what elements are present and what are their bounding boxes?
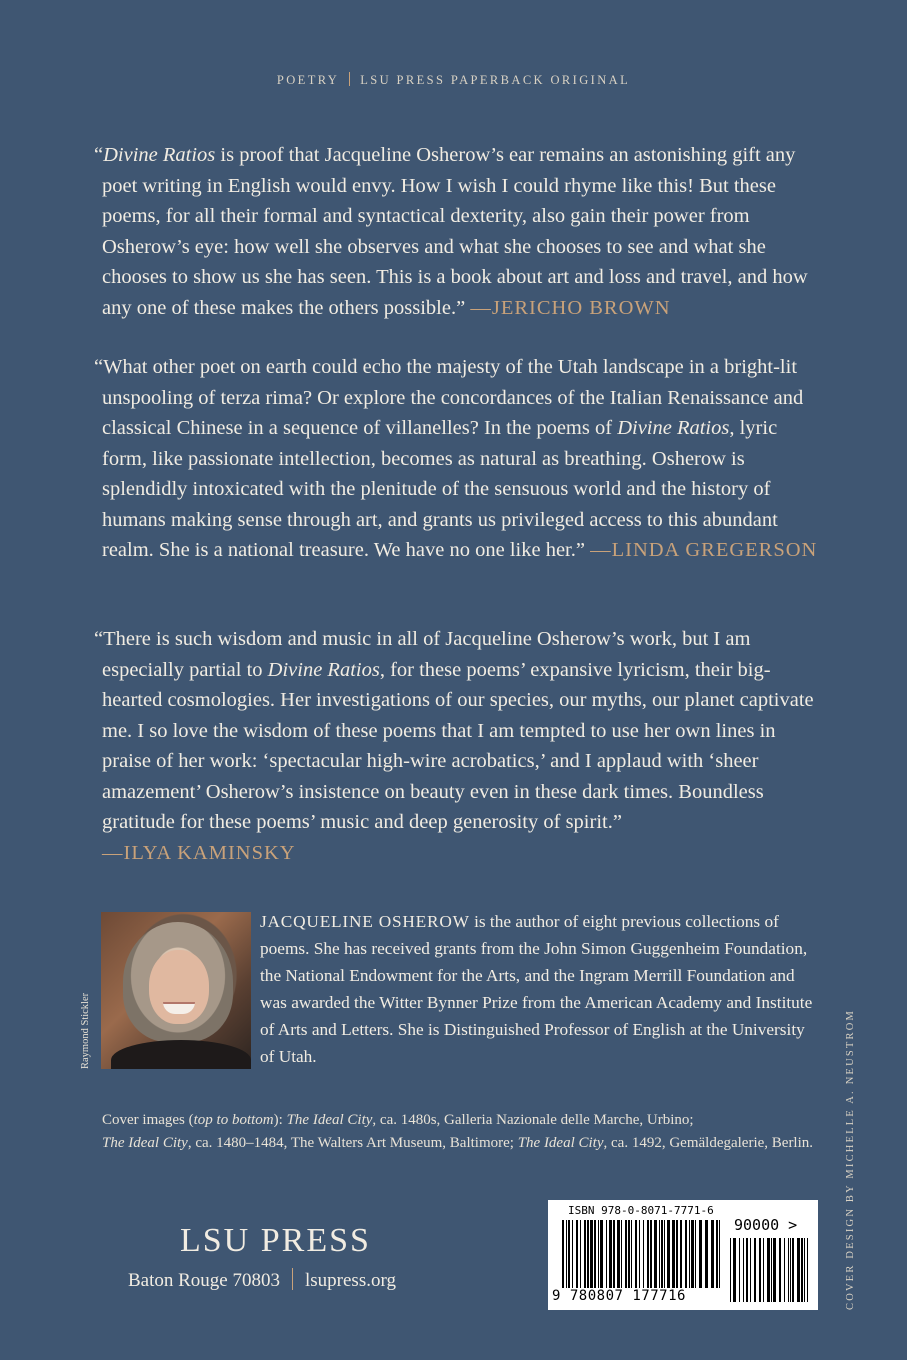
author-bio-text: is the author of eight previous collections of poems. She has received grants from the John Simon Guggenheim Foundation, the National Endowment for the Arts, and the Ingram Merrill Foundation and was awarded the Witter Bynner Prize from the American Academy and Institute of Arts and Letters. She is Distinguished Professor of English at the University of Utah. — [260, 912, 813, 1066]
author-photo — [101, 912, 251, 1069]
author-bio — [260, 908, 820, 1070]
book-title: Divine Ratios — [103, 144, 216, 166]
blurb-text: “What other poet on earth could echo the majesty of the Utah landscape in a bright-lit unspooling of terza rima? Or explore the concordances of the Italian Renaissance and classical Chinese in a sequence of villanelles? In the poems of — [94, 356, 804, 439]
blurb-attribution: —LINDA GREGERSON — [590, 539, 818, 561]
barcode-digits: 9 780807 177716 — [552, 1288, 686, 1304]
blurb-linda-gregerson — [94, 352, 822, 566]
photo-credit: Raymond Stickler — [80, 992, 91, 1069]
publisher-name: LSU PRESS — [180, 1222, 371, 1259]
genre-header — [0, 72, 907, 88]
cover-design-credit: COVER DESIGN BY MICHELLE A. NEUSTROM — [845, 1008, 856, 1310]
isbn-barcode — [548, 1200, 818, 1310]
blurb-jericho-brown — [94, 140, 822, 323]
isbn-text: ISBN 978-0-8071-7771-6 — [568, 1204, 714, 1217]
blurb-ilya-kaminsky — [94, 624, 822, 868]
cover-image-credits: Cover images (top to bottom): The Ideal City, ca. 1480s, Galleria Nazionale delle Marche, Urbino; The Ideal City, ca. 1480–1484, The Walters Art Museum, Baltimore; The Ideal City, ca. 1492, Gemäldegalerie, Berlin. — [102, 1112, 814, 1151]
publisher-city: Baton Rouge 70803 — [128, 1270, 280, 1291]
publisher-divider — [292, 1268, 293, 1290]
blurb-text: “There is such wisdom and music in all of Jacqueline Osherow’s work, but I am especially partial to — [94, 628, 751, 681]
blurb-attribution: —JERICHO BROWN — [470, 296, 671, 319]
book-title: Divine Ratios — [267, 658, 380, 681]
genre-label: POETRY — [276, 73, 340, 87]
imprint-label: LSU PRESS PAPERBACK ORIGINAL — [360, 73, 631, 87]
blurb-text: , for these poems’ expansive lyricism, their big-hearted cosmologies. Her investigations of our species, our myths, our planet captivate me. I so love the wisdom of these poems that I am tempted to use her own lines in praise of her work: ‘spectacular high-wire acrobatics,’ and I applaud with ‘sheer amazement’ Osherow’s insistence on beauty even in these dark times. Boundless gratitude for these poems’ music and deep generosity of spirit.” — [102, 658, 814, 833]
blurb-text: , lyric form, like passionate intellection, becomes as natural as breathing. Osherow is splendidly intoxicated with the plenitude of the sensuous world and the history of humans making sense through art, and grants us privileged access to this abundant realm. She is a national treasure. We have no one like her.” — [102, 417, 778, 561]
author-name: JACQUELINE OSHEROW — [260, 912, 470, 931]
publisher-block — [128, 1222, 428, 1292]
publisher-url: lsupress.org — [305, 1270, 396, 1291]
blurb-text: is proof that Jacqueline Osherow’s ear remains an astonishing gift any poet writing in English would envy. How I wish I could rhyme like this! But these poems, for all their formal and syntactical dexterity, also gain their power from Osherow’s eye: how well she observes and what she chooses to see and what she chooses to show us she has seen. This is a book about art and loss and travel, and how any one of these makes the others possible.” — [102, 144, 808, 319]
open-quote: “ — [94, 144, 104, 166]
blurb-attribution: —ILYA KAMINSKY — [102, 841, 296, 864]
header-divider — [349, 72, 350, 86]
book-title: Divine Ratios — [617, 417, 730, 439]
price-code: 90000 > — [734, 1216, 798, 1234]
